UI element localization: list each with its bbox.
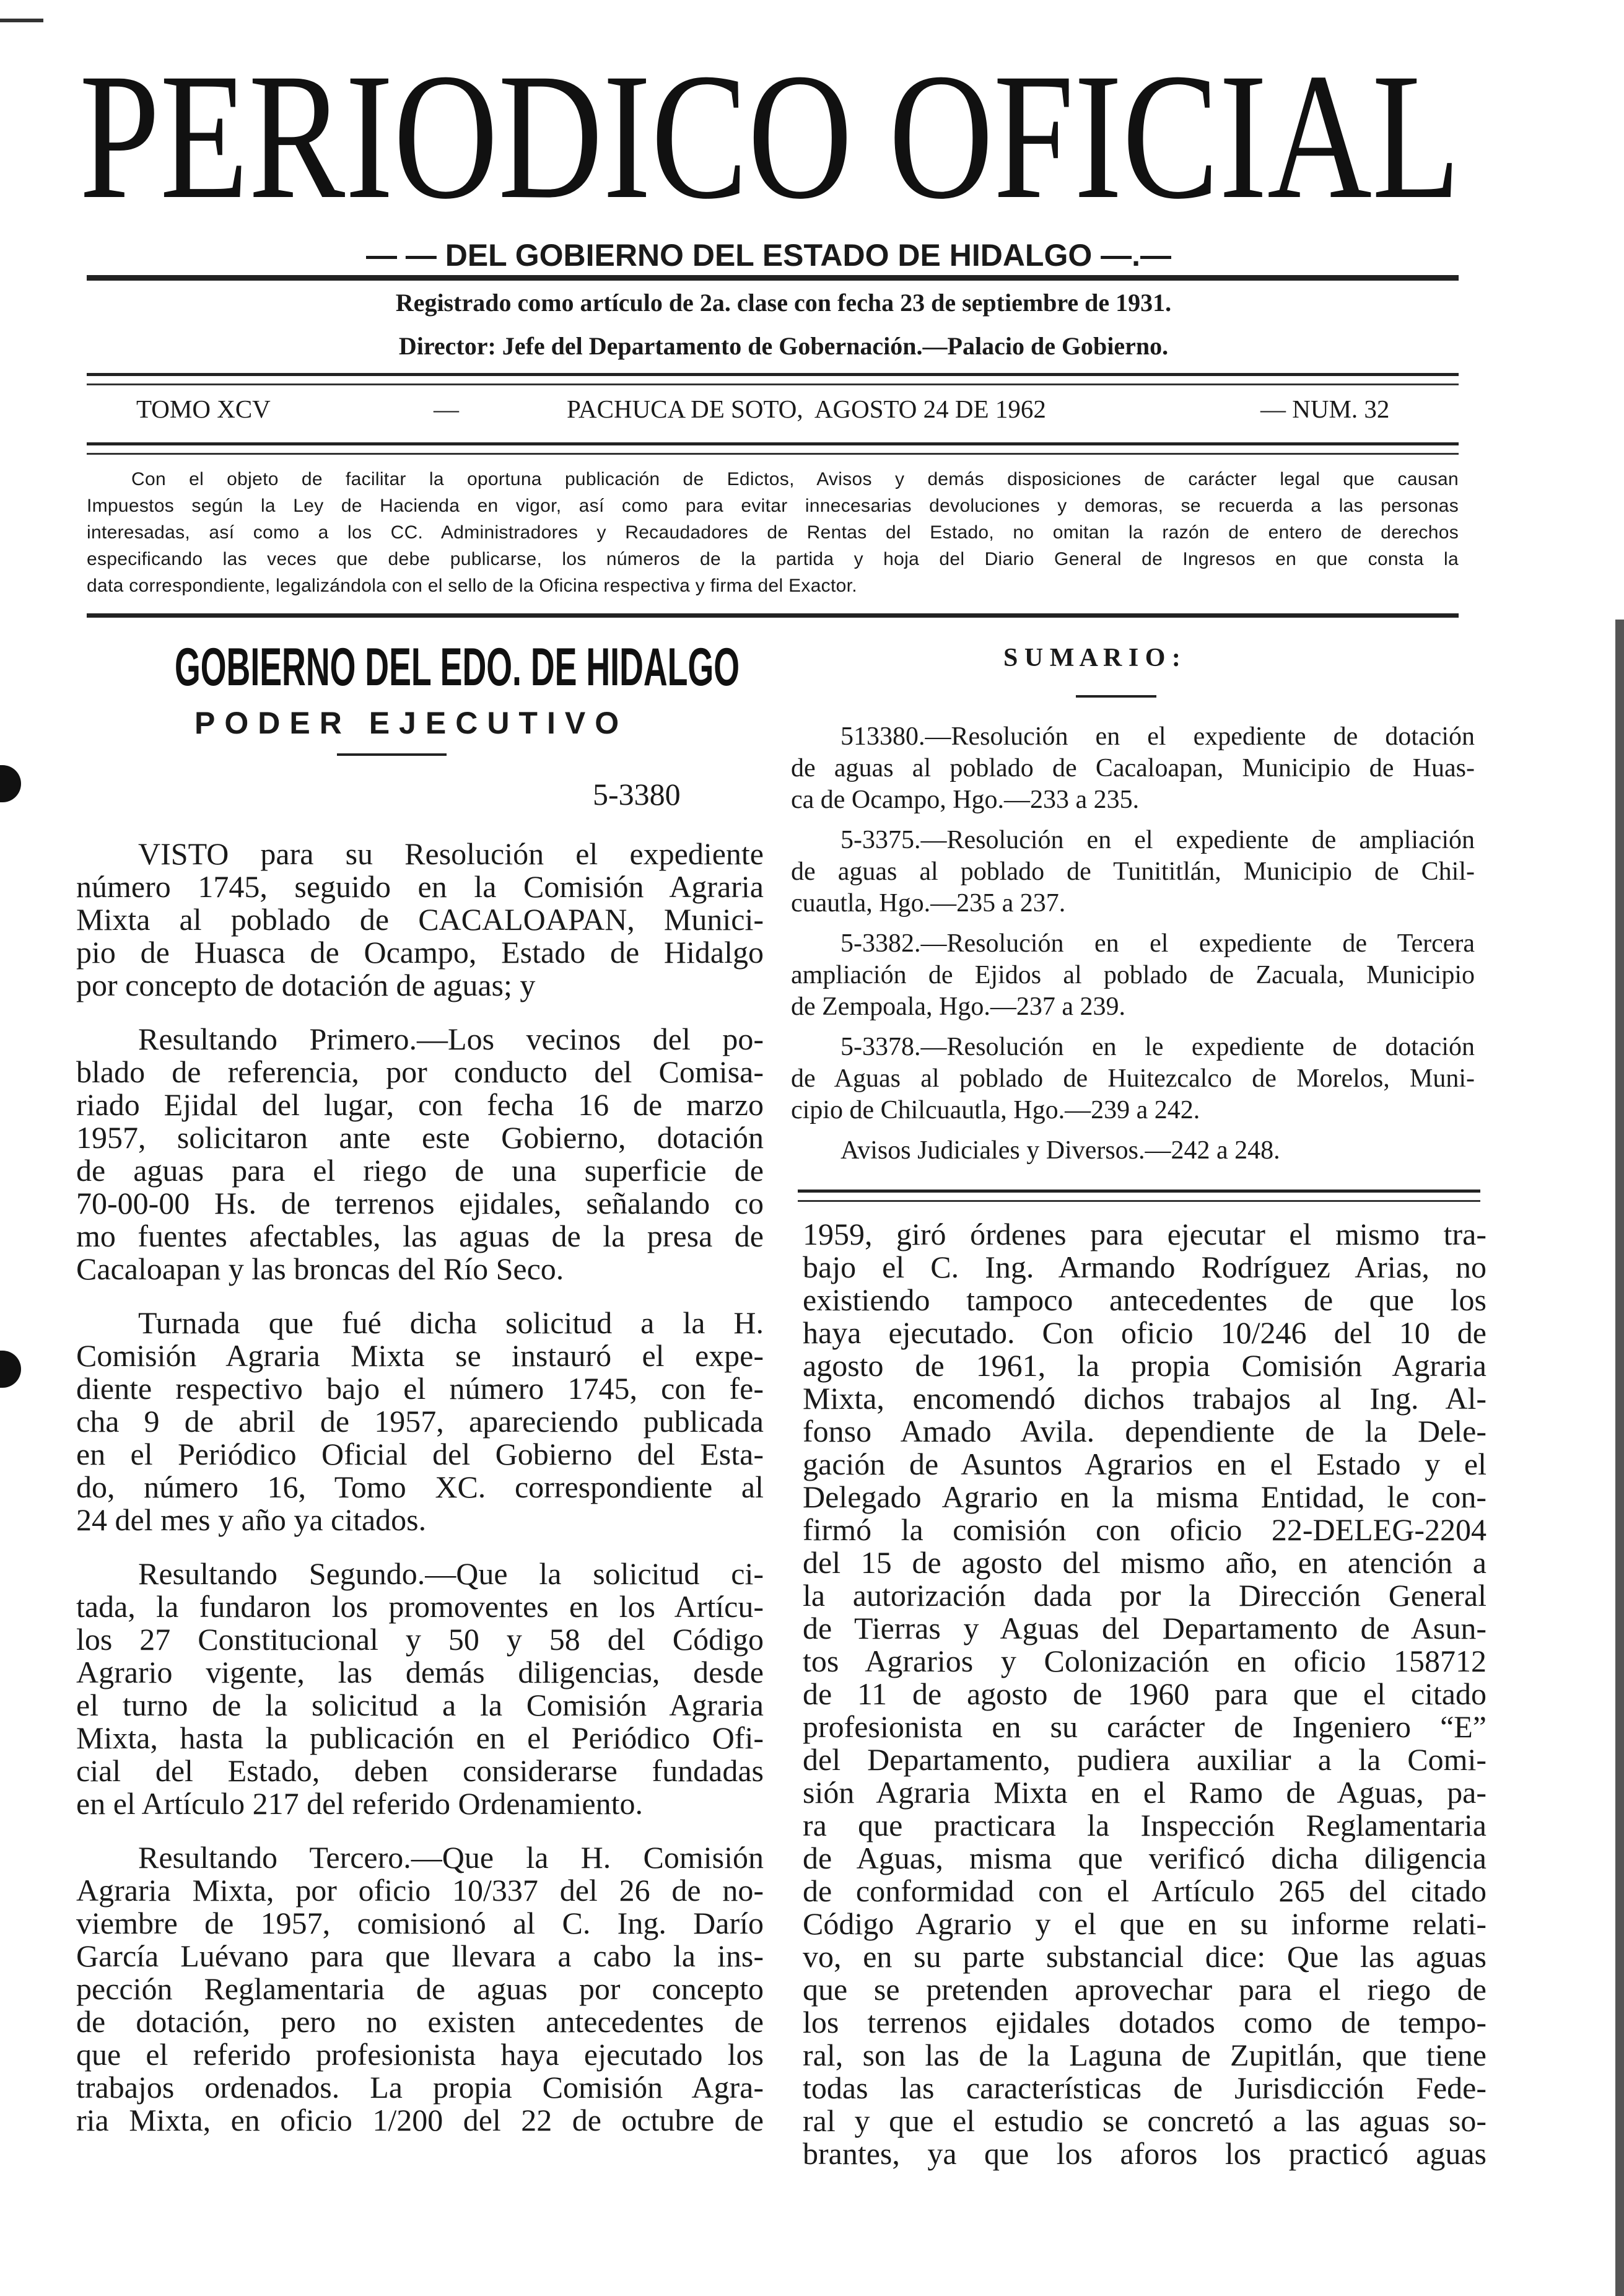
text-line: número 1745, seguido en la Comisión Agraria bbox=[76, 869, 764, 904]
text-line: de 11 de agosto de 1960 para que el citado bbox=[803, 1676, 1486, 1711]
text-line: ria Mixta, en oficio 1/200 del 22 de octubre de bbox=[76, 2103, 764, 2137]
text-line: ampliación de Ejidos al poblado de Zacuala, Municipio bbox=[791, 961, 1475, 989]
text-line: existiendo tampoco antecedentes de que los bbox=[803, 1282, 1486, 1317]
text-line: cial del Estado, deben considerarse fundadas bbox=[76, 1753, 764, 1788]
text-line: por concepto de dotación de aguas; y bbox=[76, 968, 536, 1002]
svg-text:PERIODICO OFICIAL: PERIODICO OFICIAL bbox=[79, 37, 1460, 235]
issue-tomo: TOMO XCV bbox=[136, 395, 271, 423]
divider bbox=[798, 1190, 1480, 1202]
sumario-item bbox=[791, 721, 1475, 816]
text-line: pección Reglamentaria de aguas por concepto bbox=[76, 1971, 764, 2006]
text-line: todas las características de Jurisdicción Fede- bbox=[803, 2070, 1486, 2105]
text-line: bajo el C. Ing. Armando Rodríguez Arias, no bbox=[803, 1250, 1486, 1284]
text-line: firmó la comisión con oficio 22-DELEG-2204 bbox=[803, 1512, 1486, 1547]
text-line: de Zempoala, Hgo.—237 a 239. bbox=[791, 992, 1126, 1021]
text-line: data correspondiente, legalizándola con el sello de la Oficina respectiva y firma del Exactor. bbox=[87, 576, 857, 596]
text-line: Agraria Mixta, por oficio 10/337 del 26 de no- bbox=[76, 1873, 764, 1908]
sumario-title: S U M A R I O : bbox=[1003, 644, 1181, 672]
text-line: Agrario vigente, las demás diligencias, desde bbox=[76, 1655, 764, 1689]
text-line: VISTO para su Resolución el expediente bbox=[138, 836, 764, 871]
divider bbox=[87, 275, 1459, 281]
text-line: 1957, solicitaron ante este Gobierno, dotación bbox=[76, 1120, 764, 1155]
divider bbox=[1076, 695, 1156, 698]
text-line: de aguas al poblado de Tunititlán, Municipio de Chil- bbox=[791, 857, 1475, 886]
text-line: especificando las veces que debe publicarse, los números de la partida y hoja del Diario General de Ingresos en que consta la bbox=[87, 549, 1459, 569]
text-line: riado Ejidal del lugar, con fecha 16 de marzo bbox=[76, 1087, 764, 1122]
issue-number: — NUM. 32 bbox=[1260, 395, 1390, 423]
left-column bbox=[76, 838, 764, 2158]
text-line: Impuestos según la Ley de Hacienda en vigor, así como para evitar innecesarias devoluciones y demoras, se recuerda a las personas bbox=[87, 496, 1459, 516]
text-line: ral y que el estudio se concretó a las aguas so- bbox=[803, 2103, 1486, 2138]
section-subheading: PODER EJECUTIVO bbox=[194, 706, 629, 740]
punch-hole bbox=[0, 1351, 21, 1388]
svg-text:GOBIERNO DEL EDO. DE HIDALGO: GOBIERNO DEL EDO. DE HIDALGO bbox=[175, 638, 740, 697]
legal-notice bbox=[87, 466, 1459, 599]
text-line: ral, son las de la Laguna de Zupitlán, que tiene bbox=[803, 2038, 1486, 2072]
text-line: blado de referencia, por conducto del Comisa- bbox=[76, 1054, 764, 1089]
paragraph bbox=[76, 1841, 764, 2137]
text-line: que el referido profesionista haya ejecutado los bbox=[76, 2037, 764, 2072]
text-line: de aguas al poblado de Cacaloapan, Municipio de Huas- bbox=[791, 754, 1475, 782]
text-line: los 27 Constitucional y 50 y 58 del Código bbox=[76, 1622, 764, 1657]
resolution-number: 5-3380 bbox=[593, 777, 681, 812]
text-line: Resultando Segundo.—Que la solicitud ci- bbox=[138, 1556, 764, 1591]
text-line: los terrenos ejidales dotados como de tempo- bbox=[803, 2005, 1486, 2040]
text-line: Avisos Judiciales y Diversos.—242 a 248. bbox=[840, 1136, 1280, 1165]
text-line: haya ejecutado. Con oficio 10/246 del 10 de bbox=[803, 1315, 1486, 1350]
text-line: Delegado Agrario en la misma Entidad, le con- bbox=[803, 1479, 1486, 1514]
divider bbox=[87, 442, 1459, 455]
text-line: 5-3378.—Resolución en le expediente de dotación bbox=[840, 1033, 1475, 1061]
text-line: 70-00-00 Hs. de terrenos ejidales, señalando co bbox=[76, 1186, 764, 1220]
text-line: de Tierras y Aguas del Departamento de Asun- bbox=[803, 1611, 1486, 1645]
issue-dash: — bbox=[434, 395, 459, 423]
text-line: ca de Ocampo, Hgo.—233 a 235. bbox=[791, 786, 1140, 814]
text-line: en el Periódico Oficial del Gobierno del Esta- bbox=[76, 1437, 764, 1471]
text-line: de Aguas al poblado de Huitezcalco de Morelos, Muni- bbox=[791, 1064, 1475, 1093]
text-line: tos Agrarios y Colonización en oficio 158712 bbox=[803, 1644, 1486, 1678]
scan-mark bbox=[0, 19, 43, 22]
text-line: Mixta, encomendó dichos trabajos al Ing. Al- bbox=[803, 1381, 1486, 1416]
text-line: ra que practicara la Inspección Reglamentaria bbox=[803, 1808, 1486, 1842]
divider bbox=[337, 753, 447, 756]
text-line: Resultando Primero.—Los vecinos del po- bbox=[138, 1022, 764, 1056]
text-line: cha 9 de abril de 1957, apareciendo publicada bbox=[76, 1404, 764, 1439]
text-line: viembre de 1957, comisionó al C. Ing. Darío bbox=[76, 1906, 764, 1940]
paragraph bbox=[76, 838, 764, 1002]
paragraph bbox=[76, 1558, 764, 1820]
paragraph bbox=[76, 1023, 764, 1286]
paragraph bbox=[76, 1307, 764, 1536]
text-line: Con el objeto de facilitar la oportuna publicación de Edictos, Avisos y demás disposiciones de carácter legal que causan bbox=[131, 469, 1459, 489]
scan-edge bbox=[1615, 620, 1624, 2296]
text-line: de Aguas, misma que verificó dicha diligencia bbox=[803, 1841, 1486, 1875]
text-line: cuautla, Hgo.—235 a 237. bbox=[791, 889, 1066, 918]
text-line: Turnada que fué dicha solicitud a la H. bbox=[138, 1305, 764, 1340]
sumario-item bbox=[791, 1032, 1475, 1126]
text-line: diente respectivo bajo el número 1745, con fe- bbox=[76, 1371, 764, 1406]
text-line: García Luévano para que llevara a cabo la ins- bbox=[76, 1939, 764, 1973]
text-line: vo, en su parte substancial dice: Que las aguas bbox=[803, 1939, 1486, 1974]
text-line: de aguas para el riego de una superficie de bbox=[76, 1153, 764, 1188]
text-line: de dotación, pero no existen antecedentes de bbox=[76, 2004, 764, 2039]
text-line: 5-3382.—Resolución en el expediente de Tercera bbox=[840, 929, 1475, 958]
text-line: interesadas, así como a los CC. Administradores y Recaudadores de Rentas del Estado, no omitan la razón de entero de derechos bbox=[87, 522, 1459, 543]
text-line: 513380.—Resolución en el expediente de dotación bbox=[840, 722, 1475, 751]
punch-hole bbox=[0, 765, 21, 802]
text-line: que se pretenden aprovechar para el riego de bbox=[803, 1972, 1486, 2007]
text-line: sión Agraria Mixta en el Ramo de Aguas, pa- bbox=[803, 1775, 1486, 1810]
text-line: la autorización dada por la Dirección General bbox=[803, 1578, 1486, 1613]
text-line: do, número 16, Tomo XC. correspondiente al bbox=[76, 1470, 764, 1504]
text-line: 24 del mes y año ya citados. bbox=[76, 1502, 427, 1537]
text-line: agosto de 1961, la propia Comisión Agraria bbox=[803, 1348, 1486, 1383]
text-line: Código Agrario y el que en su informe relati- bbox=[803, 1906, 1486, 1941]
text-line: Comisión Agraria Mixta se instauró el expe- bbox=[76, 1338, 764, 1373]
text-line: profesionista en su carácter de Ingeniero “E” bbox=[803, 1709, 1486, 1744]
text-line: en el Artículo 217 del referido Ordenamiento. bbox=[76, 1786, 643, 1821]
paragraph bbox=[803, 1218, 1486, 2170]
section-heading bbox=[173, 632, 743, 700]
sumario-list bbox=[791, 721, 1475, 1175]
text-line: gación de Asuntos Agrarios en el Estado y el bbox=[803, 1447, 1486, 1481]
text-line: pio de Huasca de Ocampo, Estado de Hidalgo bbox=[76, 935, 764, 970]
text-line: trabajos ordenados. La propia Comisión Agra- bbox=[76, 2070, 764, 2105]
text-line: del 15 de agosto del mismo año, en atención a bbox=[803, 1545, 1486, 1580]
text-line: tada, la fundaron los promoventes en los Artícu- bbox=[76, 1589, 764, 1624]
right-column bbox=[803, 1218, 1486, 2191]
divider bbox=[87, 613, 1459, 618]
text-line: Mixta, hasta la publicación en el Periódico Ofi- bbox=[76, 1720, 764, 1755]
divider bbox=[87, 373, 1459, 385]
text-line: del Departamento, pudiera auxiliar a la Comi- bbox=[803, 1742, 1486, 1777]
text-line: cipio de Chilcuautla, Hgo.—239 a 242. bbox=[791, 1096, 1200, 1124]
masthead-subtitle: — — DEL GOBIERNO DEL ESTADO DE HIDALGO —.— bbox=[365, 238, 1172, 273]
sumario-item bbox=[791, 928, 1475, 1023]
registration-text: Registrado como artículo de 2a. clase con fecha 23 de septiembre de 1931. bbox=[395, 289, 1172, 317]
text-line: 1959, giró órdenes para ejecutar el mismo tra- bbox=[803, 1217, 1486, 1251]
text-line: brantes, ya que los aforos los practicó aguas bbox=[803, 2136, 1486, 2171]
masthead-title bbox=[74, 25, 1468, 235]
issue-place-date: PACHUCA DE SOTO, AGOSTO 24 DE 1962 bbox=[567, 395, 1046, 423]
text-line: 5-3375.—Resolución en el expediente de ampliación bbox=[840, 826, 1475, 854]
text-line: mo fuentes afectables, las aguas de la presa de bbox=[76, 1219, 764, 1253]
text-line: Cacaloapan y las broncas del Río Seco. bbox=[76, 1251, 564, 1286]
sumario-item bbox=[791, 1135, 1475, 1167]
text-line: Mixta al poblado de CACALOAPAN, Munici- bbox=[76, 902, 764, 937]
text-line: Resultando Tercero.—Que la H. Comisión bbox=[138, 1840, 764, 1875]
sumario-item bbox=[791, 825, 1475, 919]
director-text: Director: Jefe del Departamento de Gobernación.—Palacio de Gobierno. bbox=[398, 332, 1169, 360]
text-line: el turno de la solicitud a la Comisión Agraria bbox=[76, 1688, 764, 1722]
text-line: fonso Amado Avila. dependiente de la Dele- bbox=[803, 1414, 1486, 1448]
text-line: de conformidad con el Artículo 265 del citado bbox=[803, 1873, 1486, 1908]
